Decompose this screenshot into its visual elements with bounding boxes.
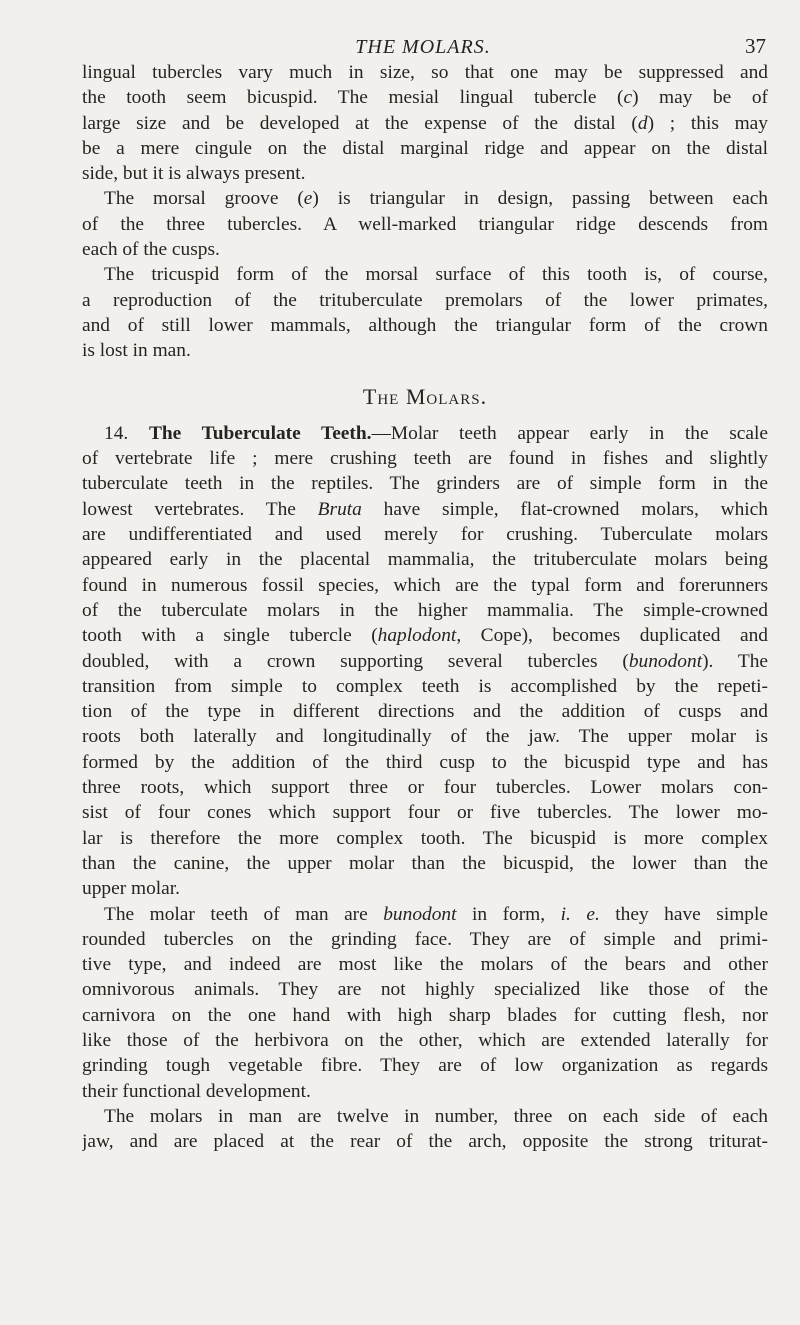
- text-line: tive type, and indeed are most like the molars of the bears and other: [82, 954, 768, 976]
- text-line: The morsal groove (e) is triangular in design, passing between each: [104, 188, 768, 210]
- text-line: a reproduction of the trituberculate premolars of the lower primates,: [82, 289, 768, 311]
- text-line: grinding tough vegetable fibre. They are of low organization as regards: [82, 1055, 768, 1077]
- text-line: three roots, which support three or four tubercles. Lower molars con-: [82, 777, 768, 799]
- text-line: like those of the herbivora on the other, which are extended laterally for: [82, 1029, 768, 1051]
- paragraph: [82, 186, 768, 262]
- text-line: side, but it is always present.: [82, 163, 306, 185]
- text-line: appeared early in the placental mammalia, the trituberculate molars being: [82, 549, 768, 571]
- text-line: lingual tubercles vary much in size, so that one may be suppressed and: [82, 62, 768, 83]
- text-line: sist of four cones which support four or five tubercles. The lower mo-: [82, 802, 768, 824]
- text-line: rounded tubercles on the grinding face. They are of simple and primi-: [82, 928, 768, 950]
- text-line: lar is therefore the more complex tooth. The bicuspid is more complex: [82, 827, 768, 849]
- paragraph: [82, 1104, 768, 1155]
- page-number: 37: [745, 34, 766, 58]
- paragraph: [82, 60, 768, 186]
- body-text: [82, 60, 768, 1154]
- text-line: large size and be developed at the expense of the distal (d) ; this may: [82, 112, 768, 134]
- text-line: are undifferentiated and used merely for crushing. Tuberculate molars: [82, 524, 768, 546]
- text-line: tuberculate teeth in the reptiles. The grinders are of simple form in the: [82, 473, 768, 495]
- text-line: of vertebrate life ; mere crushing teeth are found in fishes and slightly: [82, 448, 768, 470]
- text-line: of the three tubercles. A well-marked triangular ridge descends from: [82, 213, 768, 235]
- text-line: The molar teeth of man are bunodont in form, i. e. they have simple: [104, 903, 768, 925]
- text-line: [82, 421, 768, 446]
- paragraph: [82, 262, 768, 363]
- text-line: roots both laterally and longitudinally of the jaw. The upper molar is: [82, 726, 768, 748]
- running-title: THE MOLARS.: [355, 36, 491, 58]
- text-line: jaw, and are placed at the rear of the arch, opposite the strong triturat-: [82, 1131, 768, 1153]
- text-line: formed by the addition of the third cusp to the bicuspid type and has: [82, 751, 768, 773]
- text-line: tion of the type in different directions and the addition of cusps and: [82, 701, 768, 723]
- text-line: transition from simple to complex teeth is accomplished by the repeti-: [82, 675, 768, 697]
- text-line: tooth with a single tubercle (haplodont, Cope), becomes duplicated and: [82, 625, 768, 647]
- text-line: is lost in man.: [82, 340, 191, 362]
- text-line: omnivorous animals. They are not highly specialized like those of the: [82, 979, 768, 1001]
- paragraph: [82, 902, 768, 1104]
- text-line: the tooth seem bicuspid. The mesial lingual tubercle (c) may be of: [82, 87, 768, 109]
- text-line: of the tuberculate molars in the higher mammalia. The simple-crowned: [82, 599, 768, 621]
- text-line: each of the cusps.: [82, 239, 220, 261]
- running-head: [80, 32, 766, 62]
- text-line: carnivora on the one hand with high sharp blades for cutting flesh, nor: [82, 1004, 768, 1026]
- text-line: and of still lower mammals, although the triangular form of the crown: [82, 314, 768, 336]
- text-line: The tricuspid form of the morsal surface of this tooth is, of course,: [104, 264, 768, 286]
- section-heading: The Molars.: [362, 383, 488, 409]
- text-line: upper molar.: [82, 878, 181, 900]
- text-line: be a mere cingule on the distal marginal ridge and appear on the distal: [82, 137, 768, 159]
- text-line: lowest vertebrates. The Bruta have simple, flat-crowned molars, which: [82, 498, 768, 520]
- text-fragment: —Molar teeth appear early in the scale: [371, 422, 768, 444]
- paragraph: [82, 421, 768, 902]
- text-line: found in numerous fossil species, which are the typal form and forerunners: [82, 574, 768, 596]
- text-line: The molars in man are twelve in number, three on each side of each: [104, 1105, 768, 1127]
- text-line: their functional development.: [82, 1080, 311, 1102]
- paragraph-heading: The Tuberculate Teeth.: [148, 422, 372, 444]
- text-line: than the canine, the upper molar than the bicuspid, the lower than the: [82, 852, 768, 874]
- text-line: doubled, with a crown supporting several tubercles (bunodont). The: [82, 650, 768, 672]
- paragraph-number: 14.: [104, 422, 129, 444]
